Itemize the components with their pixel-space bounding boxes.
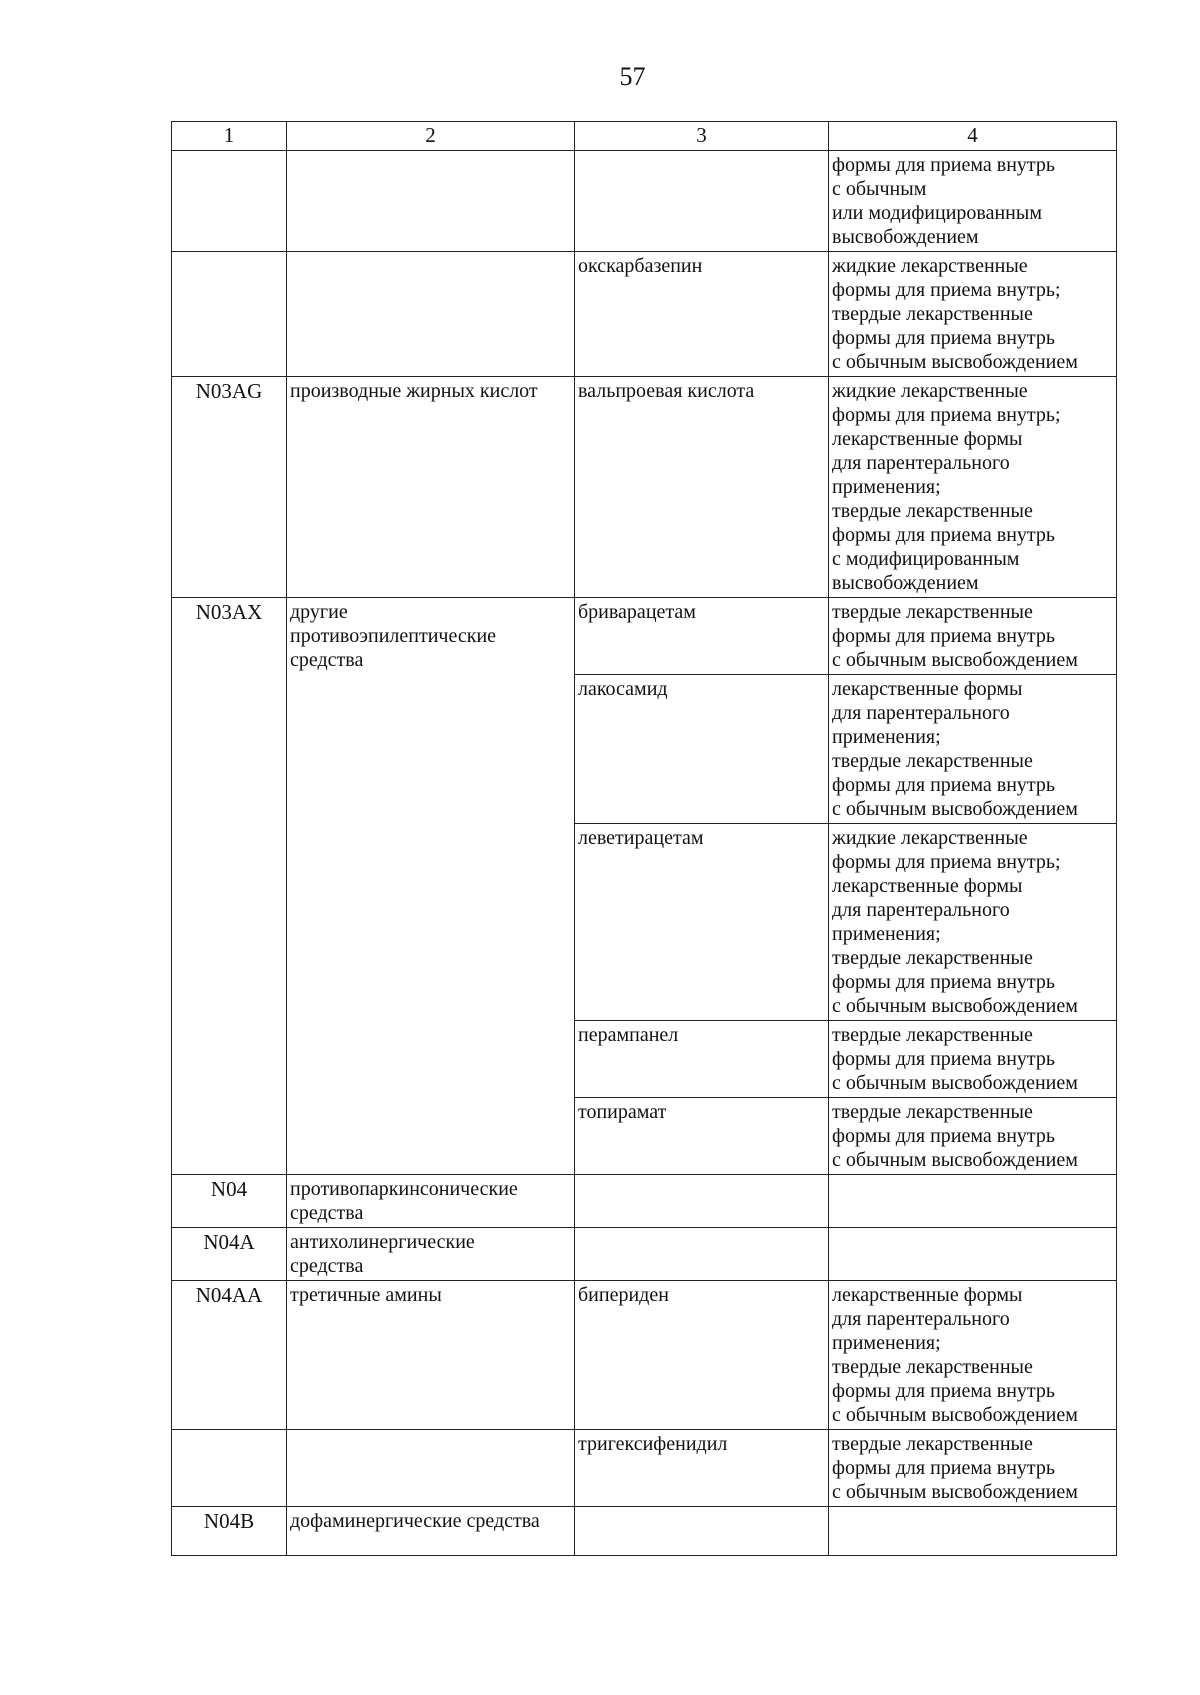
cell-text-line: дофаминергические средства <box>290 1510 540 1532</box>
group-name-cell <box>287 1507 575 1556</box>
dosage-form-cell <box>829 598 1117 675</box>
cell-text-line: топирамат <box>578 1101 667 1123</box>
cell-text-line: применения; <box>832 476 941 498</box>
cell-text-line: окскарбазепин <box>578 255 703 277</box>
cell-text-line: с обычным высвобождением <box>832 1149 1078 1171</box>
atc-code-cell: N04AA <box>172 1281 287 1430</box>
drug-name-cell <box>575 1507 829 1556</box>
cell-text-line: высвобождением <box>832 226 979 248</box>
group-name-cell <box>287 252 575 377</box>
cell-text-line: формы для приема внутрь <box>832 774 1056 796</box>
cell-text-line: жидкие лекарственные <box>832 827 1028 849</box>
cell-text-line: лекарственные формы <box>832 875 1023 897</box>
cell-text-line: с модифицированным <box>832 548 1020 570</box>
cell-text-line: жидкие лекарственные <box>832 255 1028 277</box>
cell-text-line: применения; <box>832 1332 941 1354</box>
cell-text-line: твердые лекарственные <box>832 1433 1033 1455</box>
group-name-cell <box>287 377 575 598</box>
column-header: 3 <box>575 122 829 151</box>
drug-name-cell <box>575 1175 829 1228</box>
cell-text-line: бриварацетам <box>578 601 696 623</box>
drug-name-cell <box>575 377 829 598</box>
cell-text-line: третичные амины <box>290 1284 442 1306</box>
drug-name-cell <box>575 1021 829 1098</box>
cell-text-line: противопаркинсонические <box>290 1178 518 1200</box>
cell-text-line: или модифицированным <box>832 202 1042 224</box>
cell-text-line: для парентерального <box>832 1308 1010 1330</box>
cell-text-line: формы для приема внутрь <box>832 1125 1056 1147</box>
cell-text-line: с обычным высвобождением <box>832 649 1078 671</box>
cell-text-line: средства <box>290 1255 364 1277</box>
cell-text-line: с обычным высвобождением <box>832 1072 1078 1094</box>
cell-text-line: твердые лекарственные <box>832 500 1033 522</box>
atc-code-cell: N03AX <box>172 598 287 1175</box>
group-name-cell <box>287 1175 575 1228</box>
drug-name-cell <box>575 1098 829 1175</box>
cell-text-line: формы для приема внутрь <box>832 1380 1056 1402</box>
cell-text-line: с обычным высвобождением <box>832 351 1078 373</box>
cell-text-line: применения; <box>832 726 941 748</box>
cell-text-line: бипериден <box>578 1284 669 1306</box>
table-row <box>172 1430 1117 1507</box>
drug-name-cell <box>575 824 829 1021</box>
atc-code-cell: N04 <box>172 1175 287 1228</box>
drug-name-cell <box>575 675 829 824</box>
cell-text-line: твердые лекарственные <box>832 1356 1033 1378</box>
cell-text-line: высвобождением <box>832 572 979 594</box>
cell-text-line: формы для приема внутрь <box>832 327 1056 349</box>
drug-name-cell <box>575 1281 829 1430</box>
cell-text-line: формы для приема внутрь <box>832 625 1056 647</box>
table-row <box>172 1228 1117 1281</box>
cell-text-line: производные жирных кислот <box>290 380 538 402</box>
drug-name-cell <box>575 252 829 377</box>
dosage-form-cell <box>829 824 1117 1021</box>
drug-name-cell <box>575 1228 829 1281</box>
cell-text-line: лекарственные формы <box>832 678 1023 700</box>
cell-text-line: формы для приема внутрь <box>832 524 1056 546</box>
atc-code-cell: N04B <box>172 1507 287 1556</box>
cell-text-line: формы для приема внутрь; <box>832 404 1061 426</box>
atc-code-cell <box>172 1430 287 1507</box>
group-name-cell <box>287 151 575 252</box>
drug-name-cell <box>575 598 829 675</box>
cell-text-line: для парентерального <box>832 702 1010 724</box>
dosage-form-cell <box>829 1507 1117 1556</box>
cell-text-line: формы для приема внутрь; <box>832 279 1061 301</box>
group-name-cell <box>287 1228 575 1281</box>
cell-text-line: формы для приема внутрь <box>832 154 1056 176</box>
drug-name-cell <box>575 151 829 252</box>
dosage-form-cell <box>829 1430 1117 1507</box>
cell-text-line: твердые лекарственные <box>832 601 1033 623</box>
cell-text-line: формы для приема внутрь; <box>832 851 1061 873</box>
cell-text-line: для парентерального <box>832 899 1010 921</box>
cell-text-line: лакосамид <box>578 678 668 700</box>
cell-text-line: средства <box>290 649 364 671</box>
table-row <box>172 1175 1117 1228</box>
cell-text-line: твердые лекарственные <box>832 1101 1033 1123</box>
cell-text-line: применения; <box>832 923 941 945</box>
table-row <box>172 1507 1117 1556</box>
dosage-form-cell <box>829 151 1117 252</box>
cell-text-line: леветирацетам <box>578 827 704 849</box>
page-number: 57 <box>619 62 646 91</box>
atc-code-cell: N04A <box>172 1228 287 1281</box>
cell-text-line: лекарственные формы <box>832 428 1023 450</box>
cell-text-line: жидкие лекарственные <box>832 380 1028 402</box>
atc-code-cell <box>172 151 287 252</box>
cell-text-line: твердые лекарственные <box>832 303 1033 325</box>
cell-text-line: тригексифенидил <box>578 1433 728 1455</box>
dosage-form-cell <box>829 1098 1117 1175</box>
cell-text-line: с обычным высвобождением <box>832 1481 1078 1503</box>
cell-text-line: твердые лекарственные <box>832 1024 1033 1046</box>
dosage-form-cell <box>829 1175 1117 1228</box>
cell-text-line: с обычным <box>832 178 927 200</box>
cell-text-line: вальпроевая кислота <box>578 380 755 402</box>
drug-name-cell <box>575 1430 829 1507</box>
cell-text-line: другие <box>290 601 348 623</box>
cell-text-line: с обычным высвобождением <box>832 995 1078 1017</box>
dosage-form-cell <box>829 1281 1117 1430</box>
column-header: 1 <box>172 122 287 151</box>
dosage-form-cell <box>829 1021 1117 1098</box>
cell-text-line: средства <box>290 1202 364 1224</box>
cell-text-line: с обычным высвобождением <box>832 1404 1078 1426</box>
dosage-form-cell <box>829 1228 1117 1281</box>
table-row <box>172 151 1117 252</box>
dosage-form-cell <box>829 252 1117 377</box>
cell-text-line: противоэпилептические <box>290 625 497 647</box>
atc-code-cell <box>172 252 287 377</box>
cell-text-line: твердые лекарственные <box>832 947 1033 969</box>
table-row <box>172 598 1117 675</box>
column-header: 2 <box>287 122 575 151</box>
cell-text-line: для парентерального <box>832 452 1010 474</box>
dosage-form-cell <box>829 377 1117 598</box>
cell-text-line: антихолинергические <box>290 1231 475 1253</box>
table-header-row <box>172 122 1117 151</box>
group-name-cell <box>287 1430 575 1507</box>
cell-text-line: с обычным высвобождением <box>832 798 1078 820</box>
cell-text-line: формы для приема внутрь <box>832 971 1056 993</box>
table-row <box>172 252 1117 377</box>
cell-text-line: формы для приема внутрь <box>832 1048 1056 1070</box>
dosage-form-cell <box>829 675 1117 824</box>
column-header: 4 <box>829 122 1117 151</box>
cell-text-line: перампанел <box>578 1024 679 1046</box>
atc-code-cell: N03AG <box>172 377 287 598</box>
cell-text-line: твердые лекарственные <box>832 750 1033 772</box>
cell-text-line: лекарственные формы <box>832 1284 1023 1306</box>
drug-table <box>171 121 1117 1556</box>
table-row <box>172 1281 1117 1430</box>
group-name-cell <box>287 1281 575 1430</box>
group-name-cell <box>287 598 575 1175</box>
cell-text-line: формы для приема внутрь <box>832 1457 1056 1479</box>
table-row <box>172 377 1117 598</box>
table-body <box>172 151 1117 1556</box>
